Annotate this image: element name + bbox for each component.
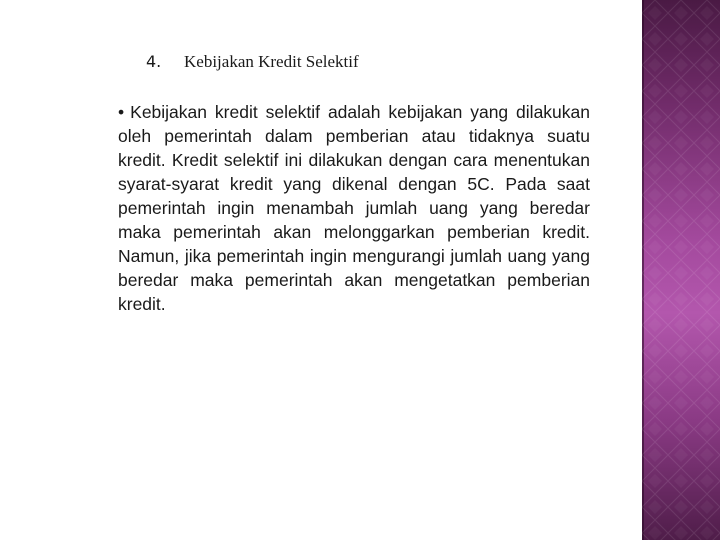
paragraph-text: Kebijakan kredit selektif adalah kebijakan yang dilakukan oleh pemerintah dalam pemberian atau tidaknya suatu kredit. Kredit selektif ini dilakukan dengan cara menentukan syarat-syarat kredit yang dikenal dengan 5C. Pada saat pemerintah ingin menambah jumlah uang yang beredar maka pemerintah akan melonggarkan pemberian kredit. Namun, jika pemerintah ingin mengurangi jumlah uang yang beredar maka pemerintah akan mengetatkan pemberian kredit. (118, 102, 590, 314)
diamond-pattern (642, 0, 720, 540)
decorative-side-panel (642, 0, 720, 540)
heading-title: Kebijakan Kredit Selektif (184, 52, 359, 71)
slide-heading (146, 52, 359, 72)
bullet-icon: • (118, 102, 125, 122)
bullet-paragraph (118, 100, 590, 316)
heading-number: 4. (146, 52, 162, 71)
